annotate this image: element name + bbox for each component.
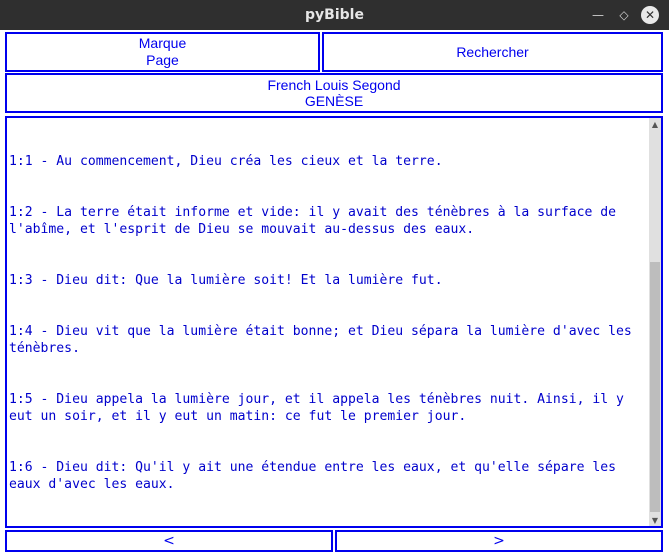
book-header [5,73,663,113]
next-label: > [493,532,505,549]
verse-line: 1:3 - Dieu dit: Que la lumière soit! Et la lumière fut. [9,273,443,288]
bookmark-button[interactable] [5,32,320,72]
verse-line: 1:1 - Au commencement, Dieu créa les cieux et la terre. [9,154,443,169]
verse-line: 1:2 - La terre était informe et vide: il y avait des ténèbres à la surface de l'abîme, et l'esprit de Dieu se mouvait au-dessus des eaux. [9,205,624,237]
verse-text-area[interactable] [5,116,663,528]
scroll-up-icon[interactable]: ▲ [651,119,659,129]
bookmark-label-line1: Marque [138,35,187,51]
next-button[interactable] [335,530,663,552]
search-label: Rechercher [456,43,529,60]
verse-line: 1:6 - Dieu dit: Qu'il y ait une étendue entre les eaux, et qu'elle sépare les eaux d'avec les eaux. [9,460,624,492]
search-button[interactable] [322,32,663,72]
window-title: pyBible [305,7,364,23]
scroll-down-icon[interactable]: ▼ [651,515,659,525]
verse-list [9,119,649,525]
scrollbar[interactable] [649,118,661,526]
maximize-icon[interactable]: ◇ [619,8,629,22]
previous-button[interactable] [5,530,333,552]
app-window [0,30,669,559]
previous-label: < [163,532,175,549]
bookmark-label-line2: Page [146,52,179,68]
close-icon[interactable]: ✕ [641,6,659,24]
verse-line: 1:4 - Dieu vit que la lumière était bonne; et Dieu sépara la lumière d'avec les ténèbres. [9,324,640,356]
minimize-icon[interactable]: — [592,8,604,22]
scrollbar-thumb[interactable] [650,262,660,512]
book-title: GENÈSE [304,93,364,109]
version-title: French Louis Segond [267,77,401,93]
title-bar [0,0,669,30]
verse-line: 1:5 - Dieu appela la lumière jour, et il appela les ténèbres nuit. Ainsi, il y eut un soir, et il y eut un matin: ce fut le premier jour. [9,392,632,424]
